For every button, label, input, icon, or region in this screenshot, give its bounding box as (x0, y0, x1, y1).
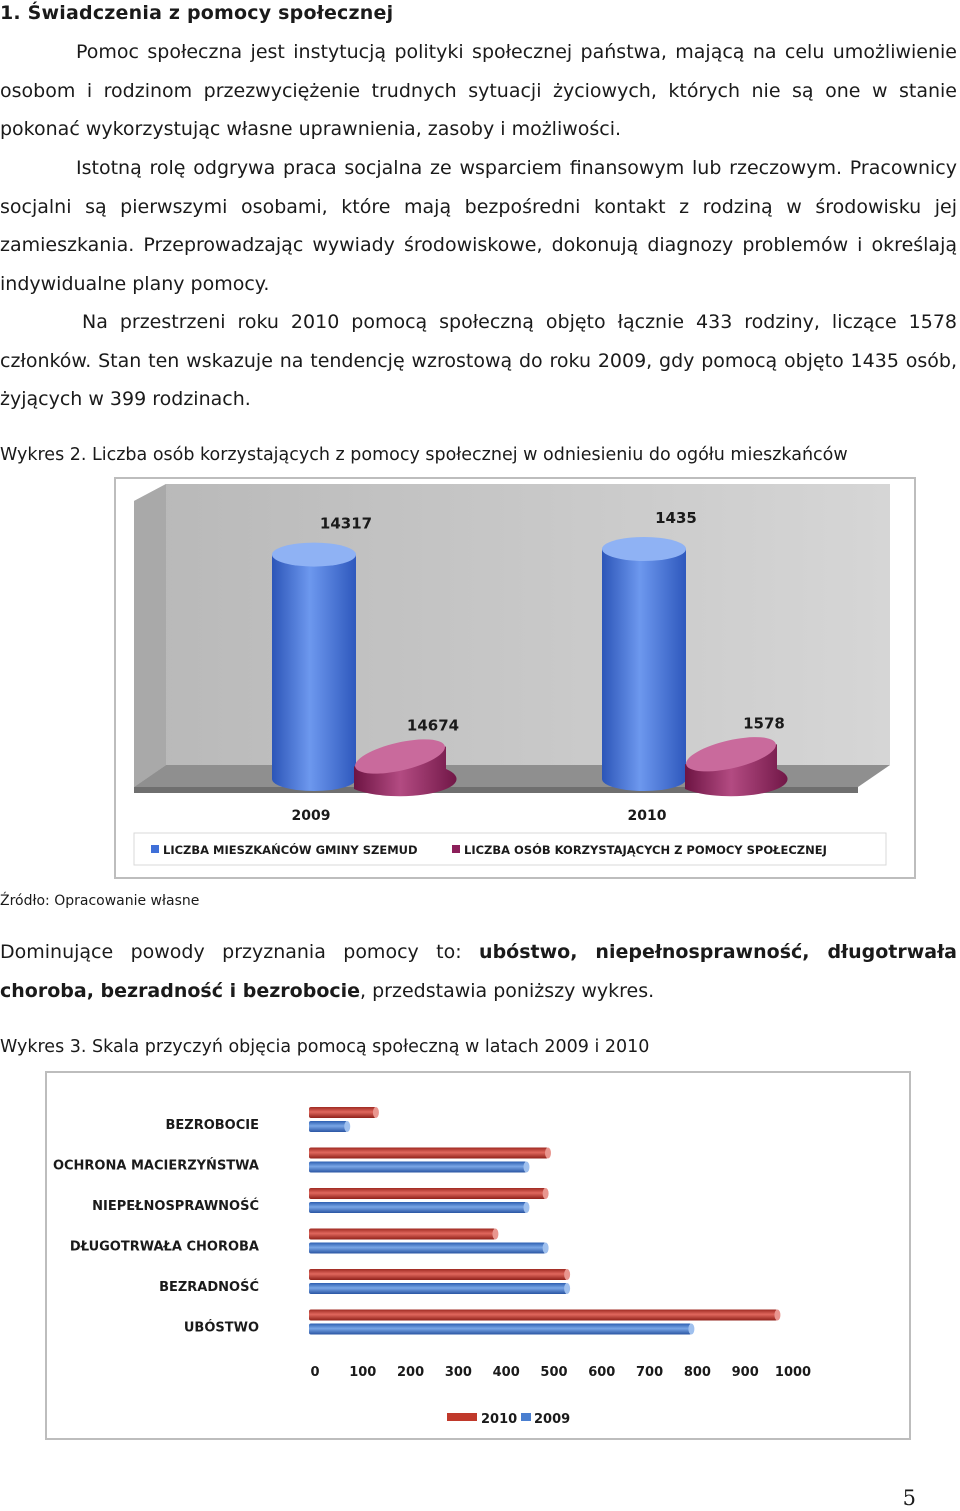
x-tick-2009: 2009 (291, 808, 331, 824)
bar-cap-2010-2 (543, 1188, 549, 1199)
bar-cap-2009-3 (543, 1243, 549, 1254)
paragraph-main-reasons (0, 933, 957, 1010)
chart-reasons-for-assistance (45, 1071, 911, 1440)
bar-2009-0 (309, 1121, 347, 1132)
x-tick-2010: 2010 (627, 808, 667, 824)
legend-swatch-residents (151, 845, 159, 853)
chart-residents-vs-beneficiaries (114, 477, 916, 879)
bar-2010-residents (602, 549, 686, 791)
x-tick-700: 700 (636, 1365, 664, 1380)
bar-2009-4 (309, 1283, 567, 1294)
bar-2009-5 (309, 1324, 691, 1335)
paragraph-statistics: Na przestrzeni roku 2010 pomocą społeczną objęto łącznie 433 rodziny, liczące 1578 członków. Stan ten wskazuje na tendencję wzrostową do roku 2009, gdy pomocą objęto 1435 osób, żyjących w 399 rodzinach. (0, 311, 957, 410)
category-label-2: NIEPEŁNOSPRAWNOŚĆ (92, 1199, 259, 1214)
chart-2-legend (447, 1412, 570, 1427)
bar-2010-4 (309, 1269, 567, 1280)
bar-2010-5 (309, 1310, 777, 1321)
reasons-bold-text: ubóstwo, niepełnosprawność, długotrwała choroba, bezradność i bezrobocie (0, 941, 957, 1002)
category-label-4: BEZRADNOŚĆ (159, 1280, 259, 1295)
x-tick-500: 500 (540, 1365, 568, 1380)
legend-label-2010: 2010 (481, 1412, 518, 1427)
bar-2009-residents (272, 555, 356, 791)
x-tick-0: 0 (310, 1365, 320, 1380)
legend-swatch-beneficiaries (452, 845, 460, 853)
x-tick-400: 400 (492, 1365, 520, 1380)
bar-cap-2009-0 (344, 1121, 350, 1132)
bar-2009-2 (309, 1202, 526, 1213)
category-label-0: BEZROBOCIE (165, 1118, 259, 1133)
paragraph-social-work: Istotną rolę odgrywa praca socjalna ze wsparciem finansowym lub rzeczowym. Pracownicy socjalni są pierwszymi osobami, które mają bezpośredni kontakt z rodziną w środowisku jej zamieszkania. Przeprowadzając wywiady środowiskowe, dokonują diagnozy problemów i określają indywidualne plany pomocy. (0, 157, 957, 295)
bar-2010-3 (309, 1229, 495, 1240)
data-label-14317: 14317 (319, 514, 373, 533)
bar-top-2009-0 (272, 543, 356, 567)
bar-cap-2010-5 (774, 1310, 780, 1321)
reasons-end-text: , przedstawia poniższy wykres. (360, 979, 655, 1002)
category-label-1: OCHRONA MACIERZYŃSTWA (52, 1158, 259, 1174)
data-label-14674: 14674 (406, 716, 460, 735)
bar-cap-2010-1 (545, 1148, 551, 1159)
bar-2009-1 (309, 1162, 526, 1173)
data-label-1435: 1435 (655, 509, 697, 527)
chart-1-side-wall (134, 484, 166, 787)
bar-cap-2010-3 (492, 1229, 498, 1240)
legend-swatch-2009 (521, 1413, 531, 1421)
section-heading: 1. Świadczenia z pomocy społecznej (0, 2, 394, 24)
x-tick-800: 800 (683, 1365, 711, 1380)
chart-1-svg (116, 479, 914, 877)
legend-label-beneficiaries: LICZBA OSÓB KORZYSTAJĄCYCH Z POMOCY SPOŁECZNEJ (464, 843, 827, 857)
figure-caption-chart-3: Wykres 3. Skala przyczyń objęcia pomocą społeczną w latach 2009 i 2010 (0, 1037, 650, 1057)
bar-2010-0 (309, 1107, 376, 1118)
legend-swatch-2010 (447, 1413, 477, 1421)
figure-source: Źródło: Opracowanie własne (0, 893, 200, 909)
legend-label-residents: LICZBA MIESZKAŃCÓW GMINY SZEMUD (163, 843, 418, 857)
paragraph-social-assistance: Pomoc społeczna jest instytucją polityki społecznej państwa, mającą na celu umożliwienie osobom i rodzinom przezwyciężenie trudnych sytuacji życiowych, których nie są one w stanie pokonać wykorzystując własne uprawnienia, zasoby i możliwości. (0, 41, 957, 140)
bar-cap-2009-5 (688, 1324, 694, 1335)
bar-cap-2010-0 (373, 1107, 379, 1118)
x-tick-600: 600 (588, 1365, 616, 1380)
category-label-5: UBÓSTWO (183, 1320, 259, 1336)
chart-2-svg (47, 1073, 909, 1438)
legend-label-2009: 2009 (534, 1412, 571, 1427)
x-tick-900: 900 (731, 1365, 759, 1380)
x-tick-200: 200 (397, 1365, 425, 1380)
bar-cap-2009-4 (564, 1283, 570, 1294)
bar-cap-2009-2 (523, 1202, 529, 1213)
category-label-3: DŁUGOTRWAŁA CHOROBA (69, 1239, 259, 1255)
x-tick-100: 100 (349, 1365, 377, 1380)
reasons-intro-text: Dominujące powody przyznania pomocy to: (0, 941, 480, 963)
data-label-1578: 1578 (743, 714, 785, 733)
bar-top-2010-0 (602, 537, 686, 561)
bar-cap-2009-1 (523, 1162, 529, 1173)
x-tick-1000: 1000 (774, 1365, 812, 1380)
bar-cap-2010-4 (564, 1269, 570, 1280)
chart-1-back-wall (134, 484, 890, 787)
bar-2009-3 (309, 1243, 546, 1254)
bar-2010-1 (309, 1148, 548, 1159)
x-tick-300: 300 (444, 1365, 472, 1380)
page-number: 5 (902, 1486, 916, 1510)
chart-1-legend (134, 833, 886, 865)
figure-caption-chart-2: Wykres 2. Liczba osób korzystających z pomocy społecznej w odniesieniu do ogółu mieszkańców (0, 445, 848, 465)
bar-2010-2 (309, 1188, 546, 1199)
